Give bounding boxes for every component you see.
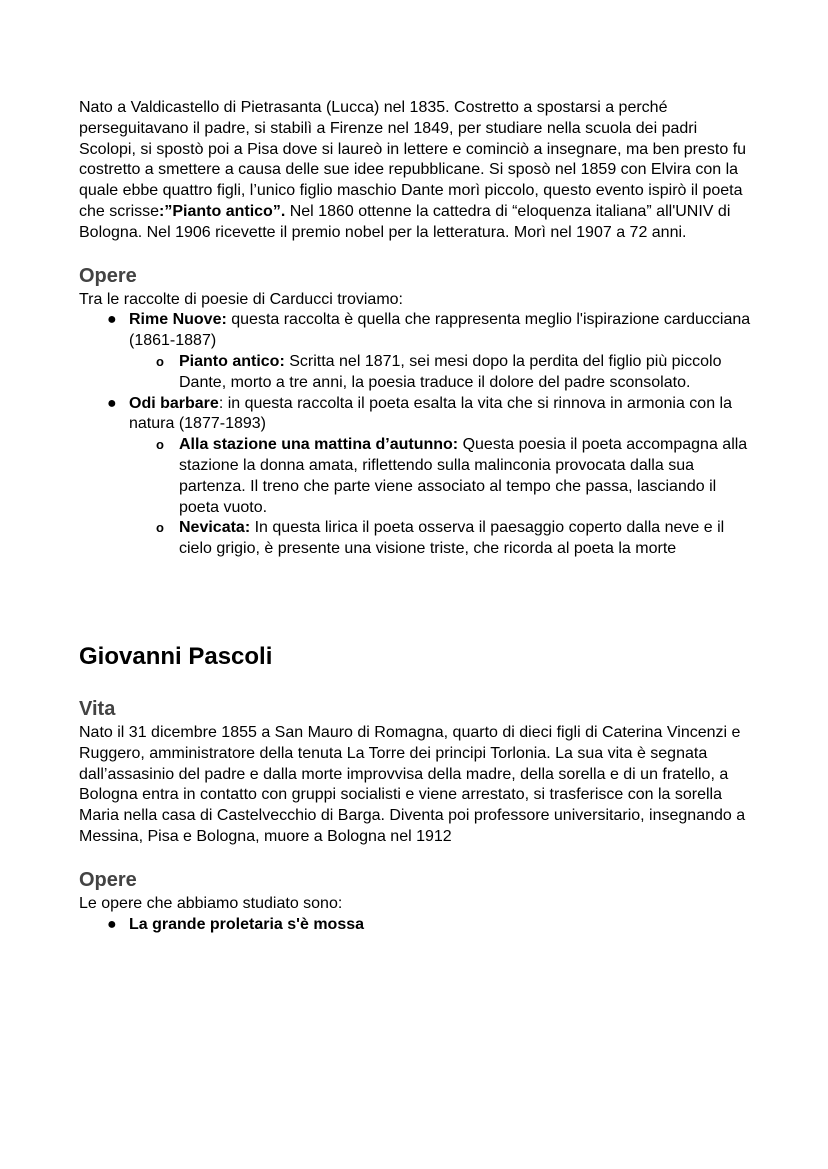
hollow-bullet-icon: o (156, 353, 164, 369)
poem-title: Nevicata: (179, 519, 251, 537)
carducci-opere-intro: Tra le raccolte di poesie di Carducci troviamo: (79, 290, 403, 308)
bullet-icon: ● (107, 394, 117, 412)
raccolta-title: Rime Nuove: (129, 311, 227, 329)
raccolta-desc: : in questa raccolta il poeta esalta la vita che si rinnova in armonia con la natura (1877-1893) (129, 394, 732, 433)
bio-text-2-bold: :”Pianto antico”. (159, 202, 286, 220)
carducci-opere-heading: Opere (79, 264, 137, 287)
poem-title: Pianto antico: (179, 352, 285, 370)
rime-nuove-poems (129, 352, 751, 394)
raccolta-desc: questa raccolta è quella che rappresenta meglio l'ispirazione carducciana (1861-1887) (129, 311, 751, 350)
list-item-nevicata (156, 518, 751, 560)
carducci-raccolte-list (79, 310, 751, 560)
list-item-grande-proletaria (107, 915, 751, 936)
list-item-rime-nuove (107, 310, 751, 393)
pascoli-opere-heading: Opere (79, 868, 137, 891)
poem-title: Alla stazione una mattina d’autunno: (179, 436, 459, 454)
pascoli-title: Giovanni Pascoli (79, 642, 273, 670)
poem-desc: Questa poesia il poeta accompagna alla stazione la donna amata, riflettendo sulla malinconia provocata dalla sua partenza. Il treno che parte viene associato al tempo che passa, lasciando il poeta vuoto. (179, 436, 748, 516)
poem-desc: Scritta nel 1871, sei mesi dopo la perdita del figlio più piccolo Dante, morto a tre anni, la poesia traduce il dolore del padre sconsolato. (179, 352, 722, 391)
pascoli-opere-list (79, 915, 751, 936)
bio-text-3: Nel 1860 ottenne la cattedra di “eloquenza italiana” all'UNIV di Bologna. Nel 1906 ricevette il premio nobel per la letteratura. Morì nel 1907 a 72 anni. (79, 202, 731, 241)
bullet-icon: ● (107, 915, 117, 933)
pascoli-vita-heading: Vita (79, 697, 116, 720)
document-page (79, 98, 751, 935)
hollow-bullet-icon: o (156, 437, 164, 453)
carducci-bio-paragraph (79, 98, 751, 244)
pascoli-vita-paragraph: Nato il 31 dicembre 1855 a San Mauro di Romagna, quarto di dieci figli di Caterina Vincenzi e Ruggero, amministratore della tenuta La Torre dei principi Torlonia. La sua vita è segnata dall’assasinio del padre e dalla morte improvvisa della madre, della sorella e di un fratello, a Bologna entra in contatto con gruppi socialisti e viene arrestato, si trasferisce con la sorella Maria nella casa di Castelvecchio di Barga. Diventa poi professore universitario, insegnando a Messina, Pisa e Bologna, muore a Bologna nel 1912 (79, 723, 746, 845)
hollow-bullet-icon: o (156, 520, 164, 536)
poem-desc: In questa lirica il poeta osserva il paesaggio coperto dalla neve e il cielo grigio, è presente una visione triste, che ricorda al poeta la morte (179, 519, 725, 558)
list-item-odi-barbare (107, 394, 751, 560)
bio-text-1: Nato a Valdicastello di Pietrasanta (Lucca) nel 1835. Costretto a spostarsi a perché perseguitavano il padre, si stabilì a Firenze nel 1849, per studiare nella scuola dei padri Scolopi, si spostò poi a Pisa dove si laureò in lettere e cominciò a insegnare, ma ben presto fu costretto a smettere a causa delle sue idee repubblicane. Si sposò nel 1859 con Elvira con la quale ebbe quattro figli, l’unico figlio maschio Dante morì piccolo, questo evento ispirò il poeta che scrisse (79, 99, 747, 220)
list-item-pianto-antico (156, 352, 751, 394)
raccolta-title: Odi barbare (129, 394, 219, 412)
pascoli-opere-intro: Le opere che abbiamo studiato sono: (79, 894, 343, 912)
odi-barbare-poems (129, 435, 751, 560)
list-item-alla-stazione (156, 435, 751, 518)
bullet-icon: ● (107, 311, 117, 329)
opera-title: La grande proletaria s'è mossa (129, 915, 365, 933)
